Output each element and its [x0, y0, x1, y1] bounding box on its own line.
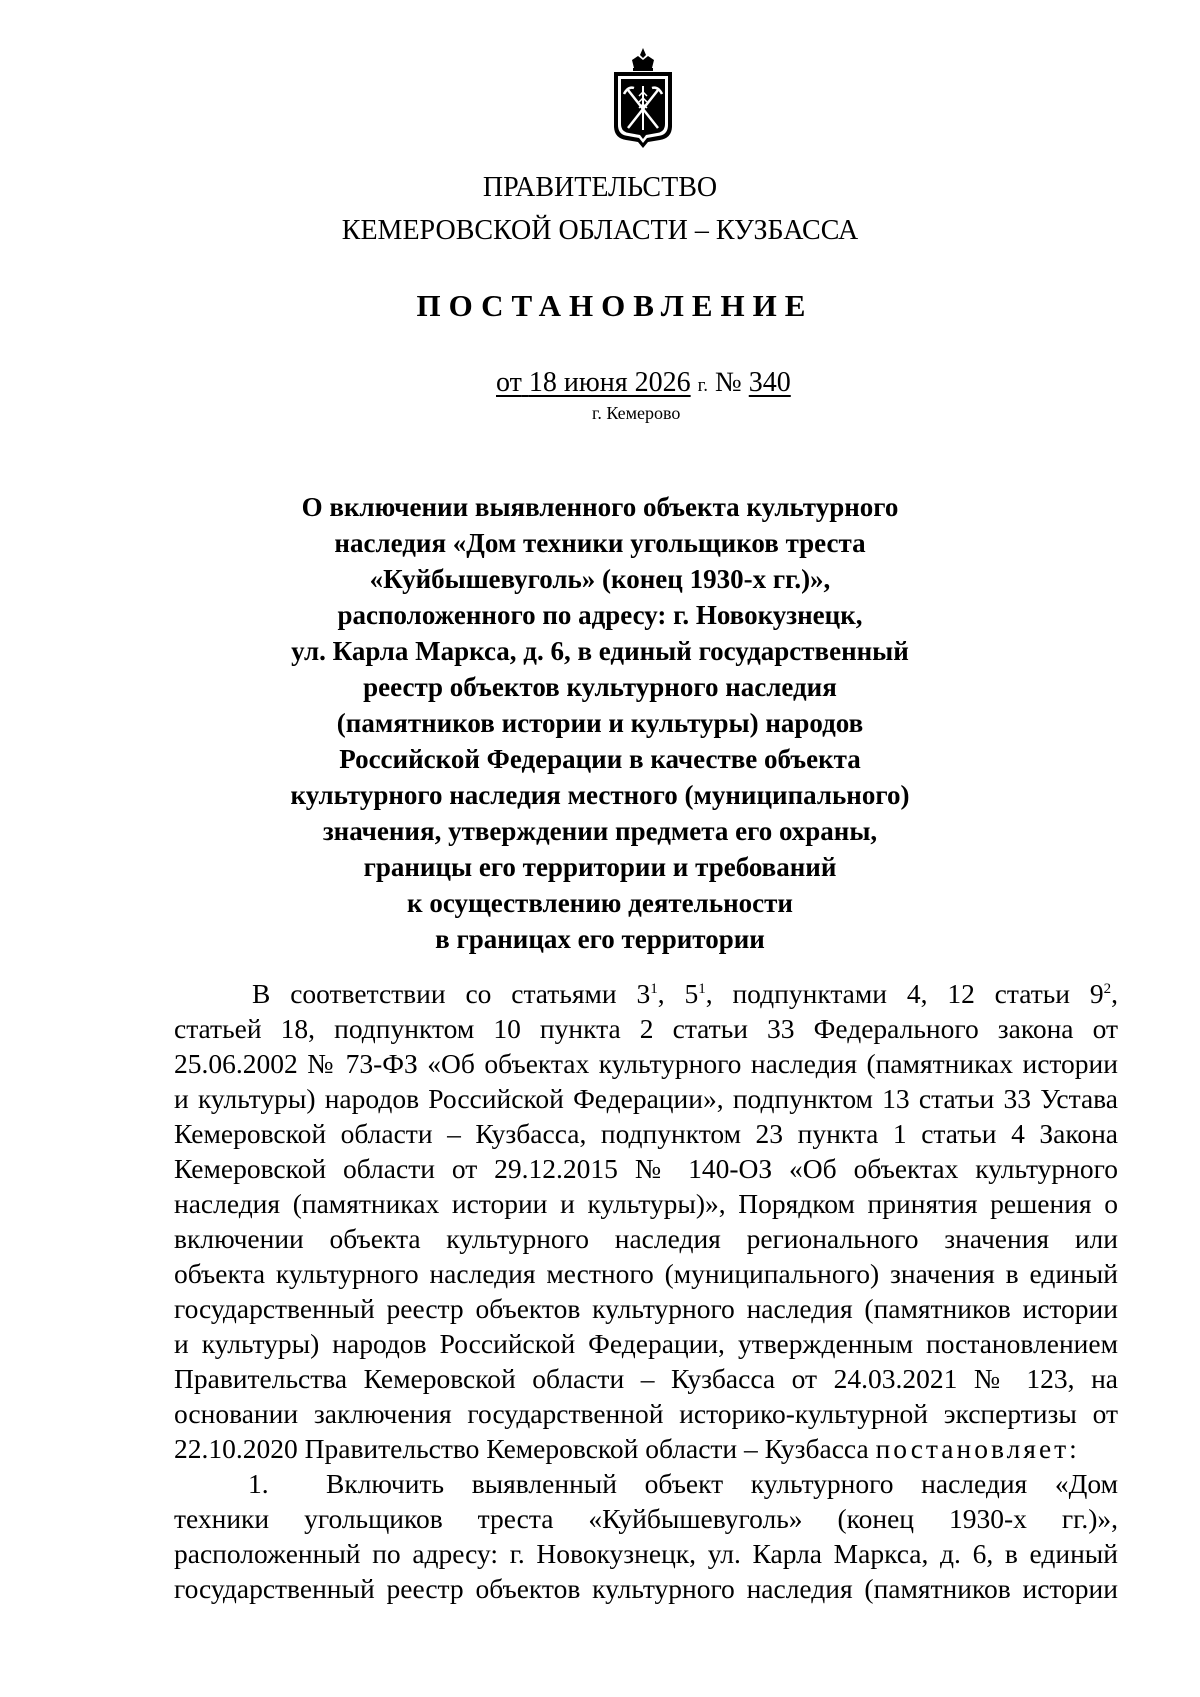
subject-line: расположенного по адресу: г. Новокузнецк, — [337, 600, 863, 630]
preamble-line: В соответствии со статьями $3^1$, $5^1$, подпунктами 4, 12 статьи $9^2$, — [252, 978, 1118, 1009]
subject-line: границы его территории и требований — [363, 852, 837, 882]
subject-line: значения, утверждении предмета его охраны, — [322, 816, 878, 846]
item-1-line: государственный реестр объектов культурного наследия (памятников истории — [174, 1573, 1118, 1604]
subject-line: (памятников истории и культуры) народов — [336, 708, 864, 738]
preamble-line: и культуры) народов Российской Федерации, утвержденным постановлением — [174, 1328, 1118, 1359]
preamble-line: объекта культурного наследия местного (муниципального) значения в единый — [174, 1258, 1118, 1289]
preamble-line: статьей 18, подпунктом 10 пункта 2 статьи 33 Федерального закона от — [174, 1013, 1118, 1044]
preamble-line: Кемеровской области – Кузбасса, подпунктом 23 пункта 1 статьи 4 Закона — [174, 1118, 1118, 1149]
preamble-line: 25.06.2002 № 73-ФЗ «Об объектах культурного наследия (памятниках истории — [174, 1048, 1118, 1079]
subject-line: реестр объектов культурного наследия — [363, 672, 837, 702]
subject-line: Российской Федерации в качестве объекта — [339, 744, 861, 774]
item-number: 1. — [248, 1468, 269, 1499]
coat-of-arms-emblem — [608, 46, 678, 150]
document-dateline — [496, 367, 791, 399]
subject-line: наследия «Дом техники угольщиков треста — [334, 528, 866, 558]
preamble-line: Кемеровской области от 29.12.2015 № 140-ОЗ «Об объектах культурного — [174, 1153, 1118, 1184]
preamble-line: Правительства Кемеровской области – Кузбасса от 24.03.2021 № 123, на — [174, 1363, 1118, 1394]
subject-line: культурного наследия местного (муниципального) — [290, 780, 910, 810]
preamble-line: основании заключения государственной историко-культурной экспертизы от — [174, 1398, 1118, 1429]
organization-name-line2: КЕМЕРОВСКОЙ ОБЛАСТИ – КУЗБАССА — [341, 215, 859, 246]
document-type-heading: ПОСТАНОВЛЕНИЕ — [416, 288, 814, 323]
subject-line: в границах его территории — [435, 924, 765, 954]
item-1-line: техники угольщиков треста «Куйбышевуголь» (конец 1930-х гг.)», — [174, 1503, 1118, 1534]
preamble-paragraph — [174, 976, 1118, 1606]
number-sign: № — [715, 367, 742, 398]
decision-word: постановляет: — [875, 1433, 1080, 1464]
subject-line: О включении выявленного объекта культурного — [301, 492, 899, 522]
document-subject — [220, 489, 980, 957]
organization-name-line1: ПРАВИТЕЛЬСТВО — [482, 172, 718, 203]
subject-line: «Куйбышевуголь» (конец 1930-х гг.)», — [369, 564, 831, 594]
preamble-line: государственный реестр объектов культурного наследия (памятников истории — [174, 1293, 1118, 1324]
subject-line: ул. Карла Маркса, д. 6, в единый государственный — [291, 636, 909, 666]
preamble-line: наследия (памятниках истории и культуры)», Порядком принятия решения о — [174, 1188, 1118, 1219]
item-1-line: расположенный по адресу: г. Новокузнецк, ул. Карла Маркса, д. 6, в единый — [174, 1538, 1118, 1569]
year-suffix: г. — [697, 375, 709, 396]
preamble-line: 22.10.2020 Правительство Кемеровской области – Кузбасса постановляет: — [174, 1433, 1080, 1464]
preamble-line: включении объекта культурного наследия регионального значения или — [174, 1223, 1118, 1254]
preamble-line: и культуры) народов Российской Федерации», подпунктом 13 статьи 33 Устава — [174, 1083, 1118, 1114]
document-number: 340 — [748, 367, 791, 398]
item-1-first-line: 1. Включить выявленный объект культурного наследия «Дом — [248, 1468, 1118, 1499]
subject-line: к осуществлению деятельности — [407, 888, 793, 918]
document-date: 18 июня 2026 — [528, 367, 691, 398]
document-place: г. Кемерово — [592, 403, 681, 423]
date-prefix: от — [496, 367, 522, 398]
